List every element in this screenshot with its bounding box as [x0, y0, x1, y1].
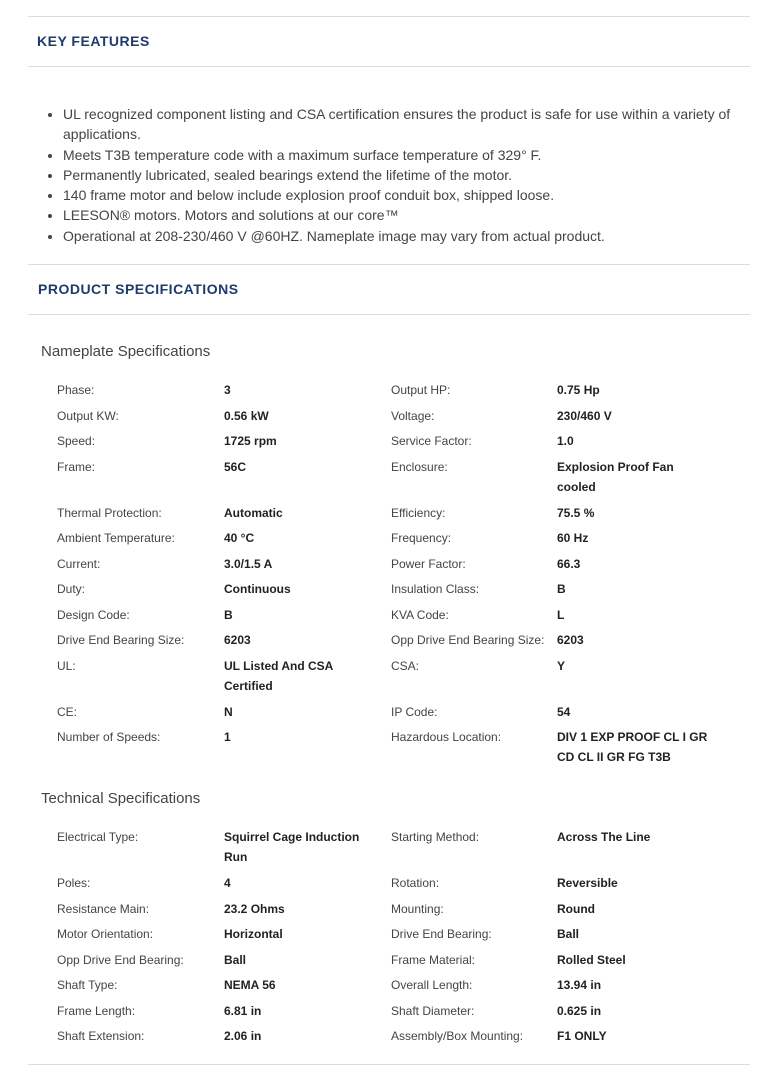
- spec-value: N: [224, 704, 233, 719]
- table-row: [57, 1001, 737, 1027]
- spec-label: Shaft Diameter:: [391, 1003, 475, 1018]
- spec-value: L: [557, 607, 565, 622]
- spec-value: 66.3: [557, 556, 581, 571]
- nameplate-specifications-title: Nameplate Specifications: [41, 343, 211, 360]
- table-row: [57, 924, 737, 950]
- spec-label: Frame:: [57, 459, 96, 474]
- spec-value: 1725 rpm: [224, 434, 277, 448]
- spec-label: Power Factor:: [391, 556, 466, 571]
- spec-value: Horizontal: [224, 927, 283, 941]
- spec-label: Frequency:: [391, 531, 452, 545]
- spec-label: Overall Length:: [391, 978, 473, 992]
- spec-value: 3.0/1.5 A: [224, 556, 273, 571]
- table-row: [57, 503, 737, 529]
- spec-label: Speed:: [57, 434, 96, 448]
- spec-label: Duty:: [57, 582, 86, 596]
- table-row: [57, 457, 737, 503]
- spec-label: Output HP:: [391, 383, 451, 397]
- spec-value: 56C: [224, 459, 247, 474]
- spec-value: 3: [224, 383, 231, 397]
- spec-label: CSA:: [391, 658, 420, 673]
- spec-label: Drive End Bearing:: [391, 927, 492, 941]
- table-row: [57, 727, 737, 773]
- spec-label: Current:: [57, 556, 101, 571]
- spec-value: UL Listed And CSA Certified: [224, 658, 333, 693]
- list-item: • LEESON® motors. Motors and solutions at our core™: [63, 205, 763, 225]
- table-row: [57, 554, 737, 580]
- spec-value: 6203: [557, 633, 584, 647]
- list-item: • Meets T3B temperature code with a maximum surface temperature of 329° F.: [63, 145, 763, 165]
- spec-value: 1.0: [557, 434, 574, 448]
- table-row: [57, 605, 737, 631]
- table-row: [57, 1026, 737, 1052]
- table-row: [57, 380, 737, 406]
- spec-value: B: [224, 607, 233, 622]
- spec-value: Rolled Steel: [557, 952, 626, 967]
- spec-label: Voltage:: [391, 408, 435, 423]
- spec-label: Ambient Temperature:: [57, 531, 175, 545]
- table-row: [57, 528, 737, 554]
- spec-label: Electrical Type:: [57, 830, 139, 844]
- spec-value: Ball: [224, 952, 247, 967]
- product-specifications-title: PRODUCT SPECIFICATIONS: [38, 281, 239, 297]
- spec-value: Ball: [557, 927, 580, 941]
- spec-label: Opp Drive End Bearing Size:: [391, 633, 545, 647]
- spec-value: Squirrel Cage Induction Run: [224, 830, 360, 864]
- table-row: [57, 431, 737, 457]
- spec-value: F1 ONLY: [557, 1029, 607, 1043]
- spec-label: Output KW:: [57, 408, 119, 423]
- table-row: [57, 899, 737, 925]
- spec-label: Frame Material:: [391, 952, 476, 967]
- spec-value: Y: [557, 658, 566, 673]
- spec-value: 23.2 Ohms: [224, 901, 285, 916]
- spec-value: Reversible: [557, 876, 618, 890]
- spec-value: B: [557, 582, 566, 596]
- spec-label: Service Factor:: [391, 434, 472, 448]
- list-item: • UL recognized component listing and CSA certification ensures the product is safe for use within a variety of applications.: [63, 104, 763, 145]
- spec-label: Design Code:: [57, 607, 130, 622]
- spec-label: Shaft Type:: [57, 978, 118, 992]
- spec-value: NEMA 56: [224, 978, 276, 992]
- spec-label: KVA Code:: [391, 607, 449, 622]
- key-features-title: KEY FEATURES: [37, 33, 150, 49]
- technical-specifications-title: Technical Specifications: [41, 790, 201, 807]
- table-row: [57, 702, 737, 728]
- spec-label: Resistance Main:: [57, 901, 150, 916]
- spec-label: CE:: [57, 704, 78, 719]
- spec-value: 4: [224, 876, 231, 890]
- spec-label: Thermal Protection:: [57, 505, 162, 520]
- spec-label: Rotation:: [391, 876, 440, 890]
- key-features-list: [40, 104, 763, 246]
- table-row: [57, 579, 737, 605]
- spec-value: 40 °C: [224, 531, 255, 545]
- spec-value: 54: [557, 704, 571, 719]
- spec-label: Hazardous Location:: [391, 730, 502, 744]
- table-row: [57, 975, 737, 1001]
- spec-value: 6.81 in: [224, 1003, 262, 1018]
- spec-value: 2.06 in: [224, 1029, 262, 1043]
- technical-specs-table: [57, 827, 737, 1052]
- nameplate-specs-table: [57, 380, 737, 773]
- spec-label: IP Code:: [391, 704, 438, 719]
- spec-label: Starting Method:: [391, 830, 480, 844]
- spec-value: Explosion Proof Fan cooled: [557, 459, 674, 494]
- divider-top: [28, 16, 750, 17]
- divider-key-features: [28, 66, 750, 67]
- spec-value: 1: [224, 730, 231, 744]
- divider-features-end: [28, 264, 750, 265]
- spec-value: Across The Line: [557, 830, 651, 844]
- spec-value: 0.625 in: [557, 1003, 602, 1018]
- spec-label: Drive End Bearing Size:: [57, 633, 185, 647]
- spec-value: Automatic: [224, 505, 283, 520]
- spec-value: 60 Hz: [557, 531, 589, 545]
- spec-label: Number of Speeds:: [57, 730, 161, 744]
- spec-label: Assembly/Box Mounting:: [391, 1029, 524, 1043]
- table-row: [57, 827, 737, 873]
- spec-label: UL:: [57, 658, 76, 673]
- spec-value: 0.75 Hp: [557, 383, 600, 397]
- spec-label: Efficiency:: [391, 505, 446, 520]
- table-row: [57, 950, 737, 976]
- spec-label: Phase:: [57, 383, 95, 397]
- spec-value: 6203: [224, 633, 251, 647]
- spec-label: Shaft Extension:: [57, 1029, 145, 1043]
- spec-value: DIV 1 EXP PROOF CL I GR CD CL II GR FG T3B: [557, 730, 708, 764]
- spec-value: 75.5 %: [557, 505, 595, 520]
- spec-value: 230/460 V: [557, 408, 612, 423]
- spec-value: 0.56 kW: [224, 408, 269, 423]
- spec-value: Continuous: [224, 582, 291, 596]
- list-item: • Permanently lubricated, sealed bearings extend the lifetime of the motor.: [63, 165, 763, 185]
- spec-label: Poles:: [57, 876, 91, 890]
- divider-product-specs: [28, 314, 750, 315]
- spec-label: Mounting:: [391, 901, 444, 916]
- table-row: [57, 873, 737, 899]
- spec-label: Enclosure:: [391, 459, 448, 474]
- divider-bottom: [28, 1064, 750, 1065]
- spec-label: Opp Drive End Bearing:: [57, 952, 184, 967]
- list-item: • 140 frame motor and below include explosion proof conduit box, shipped loose.: [63, 185, 763, 205]
- table-row: [57, 656, 737, 702]
- table-row: [57, 630, 737, 656]
- spec-label: Insulation Class:: [391, 582, 480, 596]
- spec-label: Frame Length:: [57, 1003, 136, 1018]
- spec-label: Motor Orientation:: [57, 927, 154, 941]
- spec-value: 13.94 in: [557, 978, 602, 992]
- spec-value: Round: [557, 901, 595, 916]
- table-row: [57, 406, 737, 432]
- list-item: • Operational at 208-230/460 V @60HZ. Nameplate image may vary from actual product.: [63, 226, 763, 246]
